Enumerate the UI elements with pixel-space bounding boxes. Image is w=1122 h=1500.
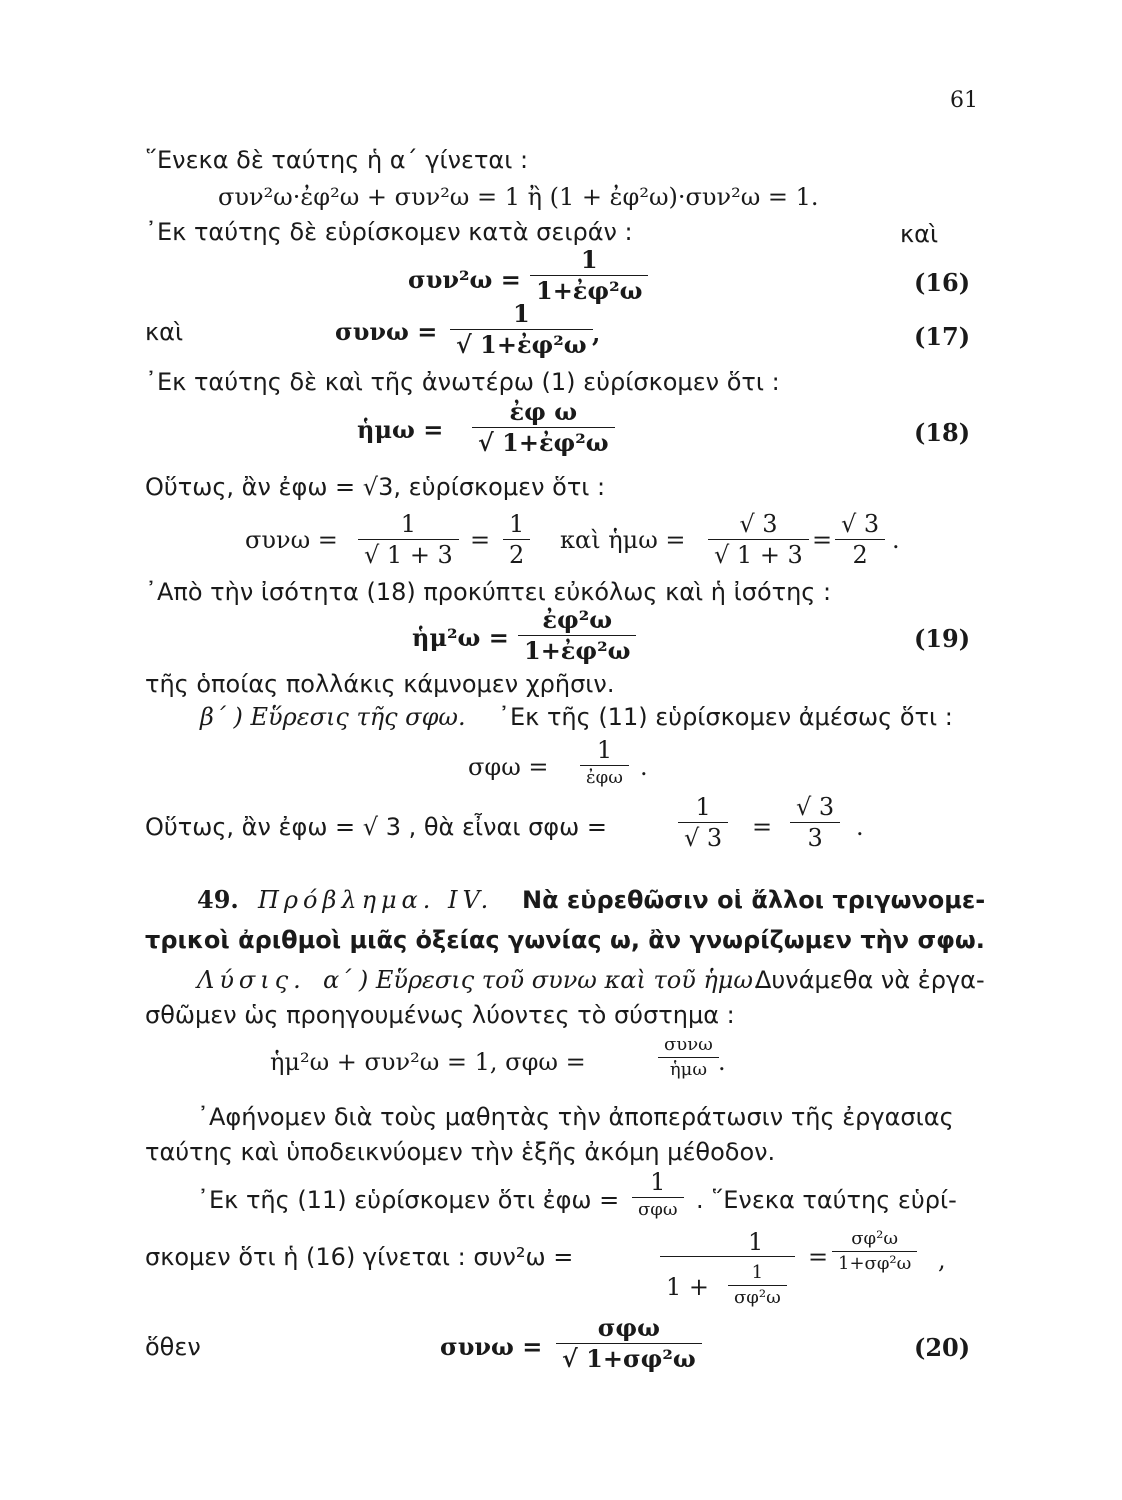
denominator: √ 1 + 3 (364, 541, 453, 569)
equation: συν²ω·ἐφ²ω + συν²ω = 1 ἢ (1 + ἐφ²ω)·συν²ω = 1. (218, 183, 819, 211)
numerator: συνω (664, 1034, 713, 1055)
fraction (503, 512, 530, 567)
fraction (832, 1230, 917, 1273)
denominator: σφω (638, 1199, 678, 1220)
fraction-bar (632, 1197, 684, 1198)
problem-title: Νὰ εὑρεθῶσιν οἱ ἄλλοι τριγωνομε- (522, 886, 986, 914)
text-line: Οὕτως, ἂν ἐφω = √ 3 , θὰ εἶναι σφω = (145, 813, 607, 841)
fraction-bar (660, 1256, 795, 1257)
fraction-bar (358, 539, 459, 540)
numerator: ἐφ ω (509, 397, 578, 426)
text-line: ᾿Εκ ταύτης δὲ καὶ τῆς ἀνωτέρω (1) εὑρίσκομεν ὅτι : (145, 368, 780, 396)
fraction-bar (728, 1285, 787, 1286)
equation-lhs: συνω = (335, 317, 438, 346)
problem-label: Πρόβλημα. IV. (258, 886, 494, 914)
numerator: 1 (509, 510, 525, 538)
denominator: 3 (807, 824, 823, 852)
fraction (708, 512, 809, 567)
denominator: √ 1+ἐφ²ω (456, 330, 587, 359)
text-line: καὶ ἡμω = (560, 526, 686, 554)
fraction (728, 1264, 787, 1307)
equation-lhs: ἡμω = (357, 415, 444, 444)
fraction-bar (678, 822, 728, 823)
text-line: ᾿Εκ ταύτης δὲ εὑρίσκομεν κατὰ σειράν : (145, 218, 633, 246)
equation-number: (20) (914, 1333, 971, 1362)
denominator: 1+ἐφ²ω (536, 276, 643, 305)
numerator: 1 (400, 510, 417, 538)
denominator: ἡμω (669, 1059, 708, 1080)
text-line: σθῶμεν ὡς προηγουμένως λύοντες τὸ σύστημα : (145, 1001, 735, 1029)
equation-lhs: σφω = (468, 753, 549, 781)
punctuation: . (718, 1048, 726, 1076)
punctuation: . (640, 753, 648, 781)
denominator: 2 (852, 541, 868, 569)
numerator: 1 (512, 299, 530, 328)
text-line: ὅθεν (145, 1333, 201, 1361)
text-line: τῆς ὁποίας πολλάκις κάμνομεν χρῆσιν. (145, 670, 615, 698)
text-line: ᾿Εκ τῆς (11) εὑρίσκομεν ἀμέσως ὅτι : (498, 703, 953, 731)
equals-sign: = (812, 526, 833, 554)
fraction (358, 512, 459, 567)
denominator: √ 1+σφ²ω (562, 1344, 696, 1373)
equation: ἡμ²ω + συν²ω = 1, σφω = (270, 1048, 586, 1076)
numerator: 1 (695, 793, 711, 821)
text-line: σκομεν ὅτι ἡ (16) γίνεται : συν²ω = (145, 1243, 574, 1271)
equation-number: (19) (914, 624, 971, 653)
denominator: √ 3 (684, 824, 723, 852)
fraction (530, 245, 648, 305)
fraction (556, 1313, 702, 1373)
numerator: 1 (748, 1228, 764, 1256)
fraction (658, 1036, 719, 1079)
fraction-bar (658, 1057, 719, 1058)
numerator: √ 3 (796, 793, 835, 821)
fraction (632, 1170, 684, 1219)
text-line: καὶ (145, 318, 184, 346)
fraction (835, 512, 885, 567)
equals-sign: = (752, 813, 773, 841)
equation-number: (16) (914, 268, 971, 297)
fraction-bar (835, 539, 885, 540)
fraction-bar (832, 1251, 917, 1252)
fraction (472, 397, 615, 457)
punctuation: . (892, 526, 900, 554)
fraction (518, 605, 636, 665)
fraction-bar (790, 822, 840, 823)
text-line: Δυνάμεθα νὰ ἐργα- (755, 966, 985, 994)
text-line: ᾿Εκ τῆς (11) εὑρίσκομεν ὅτι ἐφω = (197, 1186, 620, 1214)
fraction (678, 795, 728, 850)
fraction (450, 299, 593, 359)
equation-number: (18) (914, 418, 971, 447)
numerator: √ 3 (841, 510, 880, 538)
text-line: Οὕτως, ἂν ἐφω = √3, εὑρίσκομεν ὅτι : (145, 473, 606, 501)
fraction (790, 795, 840, 850)
solution-label: Λύσις. (197, 966, 306, 994)
numerator: 1 (596, 736, 613, 764)
numerator: 1 (580, 245, 598, 274)
punctuation: , (592, 319, 601, 348)
text-line: ᾿Απὸ τὴν ἰσότητα (18) προκύπτει εὐκόλως καὶ ἡ ἰσότης : (145, 578, 832, 606)
numerator: 1 (751, 1262, 764, 1283)
equals-sign: = (808, 1243, 829, 1271)
denominator: ἐφω (586, 767, 623, 788)
text-line: ῞Ενεκα δὲ ταύτης ἡ α΄ γίνεται : (145, 146, 529, 174)
punctuation: . (856, 813, 864, 841)
problem-number: 49. (197, 885, 239, 914)
numerator: √ 3 (739, 510, 778, 538)
numerator: σφ²ω (851, 1228, 899, 1249)
subsection-title: β΄ ) Εὕρεσις τῆς σφω. (200, 703, 466, 731)
fraction (580, 738, 629, 787)
equation-lhs: συνω = (245, 526, 338, 554)
numerator: 1 (650, 1168, 666, 1196)
text-line: ταύτης καὶ ὑποδεικνύομεν τὴν ἑξῆς ἀκόμη μέθοδον. (145, 1138, 776, 1166)
equation-lhs: ἡμ²ω = (412, 623, 509, 652)
equation-lhs: συνω = (440, 1332, 543, 1361)
subsection-title: α΄ ) Εὕρεσις τοῦ συνω καὶ τοῦ ἡμω. (323, 966, 761, 994)
fraction-bar (503, 539, 530, 540)
denominator: 1 + (666, 1273, 710, 1301)
denominator: √ 1+ἐφ²ω (478, 428, 609, 457)
equals-sign: = (470, 526, 491, 554)
denominator: 1+ἐφ²ω (524, 636, 631, 665)
denominator: σφ²ω (734, 1287, 781, 1308)
denominator: √ 1 + 3 (714, 541, 803, 569)
denominator: 1+σφ²ω (838, 1253, 912, 1274)
page-number: 61 (950, 88, 978, 113)
equation-number: (17) (914, 322, 971, 351)
text-line: . ῞Ενεκα ταύτης εὑρί- (696, 1186, 957, 1214)
problem-title: τρικοὶ ἀριθμοὶ μιᾶς ὀξείας γωνίας ω, ἂν γνωρίζωμεν τὴν σφω. (145, 926, 985, 954)
fraction-bar (580, 765, 629, 766)
text-line: ᾿Αφήνομεν διὰ τοὺς μαθητὰς τὴν ἀποπεράτωσιν τῆς ἐργασιας (197, 1103, 954, 1131)
numerator: ἐφ²ω (542, 605, 613, 634)
punctuation: , (938, 1246, 946, 1274)
numerator: σφω (597, 1313, 660, 1342)
text-line: καὶ (900, 220, 939, 248)
denominator: 2 (509, 541, 525, 569)
fraction-bar (708, 539, 809, 540)
equation-lhs: συν²ω = (408, 265, 521, 294)
